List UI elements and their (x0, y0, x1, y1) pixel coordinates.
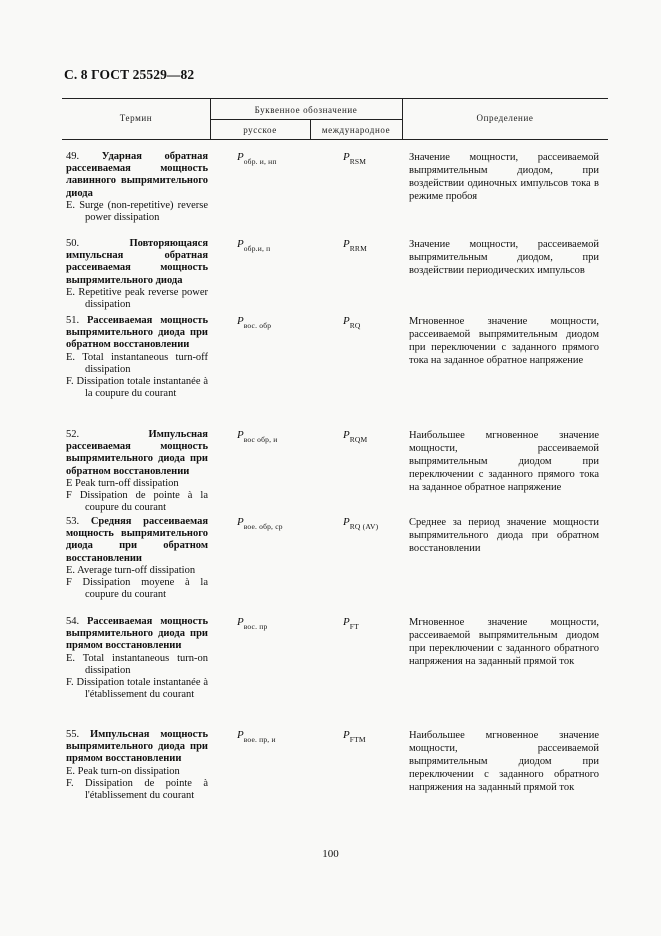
international-column-header: международное (321, 125, 391, 135)
term-number: 53. (66, 516, 80, 527)
international-symbol: $P_{FTM}$ (343, 729, 366, 744)
international-symbol: $P_{RQM}$ (343, 429, 368, 444)
term-cell (66, 238, 208, 311)
table-top-rule (62, 98, 608, 99)
russian-symbol: $P_{обр. и, нп}$ (237, 151, 277, 166)
russian-symbol: $P_{вос. пр}$ (237, 616, 268, 631)
international-symbol: $P_{RQ (AV)}$ (343, 516, 379, 531)
term-translation: F Dissipation moyene à la coupure du courant (66, 577, 208, 601)
definition-cell: Значение мощности, рассеиваемой выпрямительным диодом, при воздействии одиночных импульсов тока в режиме пробоя (409, 152, 599, 202)
term-translation: F. Dissipation totale instantanée à l'établissement du courant (66, 677, 208, 701)
definition-cell: Мгновенное значение мощности, рассеиваемой выпрямительным диодом при переключении с заданного обратного напряжения на заданный прямой ток (409, 617, 599, 667)
definition-cell: Среднее за период значение мощности выпрямительного диода при обратном восстановлении (409, 517, 599, 554)
term-russian: Рассеиваемая мощность выпрямительного диода при обратном восстановлении (66, 315, 208, 351)
russian-column-header: русское (243, 125, 277, 135)
page-title: С. 8 ГОСТ 25529—82 (64, 67, 195, 82)
term-translation: E. Repetitive peak reverse power dissipation (66, 286, 208, 311)
term-number: 52. (66, 429, 80, 440)
term-translation: E. Peak turn-on dissipation (66, 765, 180, 777)
term-cell (66, 429, 208, 514)
international-symbol: $P_{FT}$ (343, 616, 359, 631)
term-cell (66, 315, 208, 400)
term-russian: Повторяющаяся импульсная обратная рассеиваемая мощность выпрямительного диода (66, 238, 208, 286)
term-translation: F. Dissipation totale instantanée à la coupure du courant (66, 376, 208, 400)
russian-symbol: $P_{обр.и, п}$ (237, 238, 271, 253)
term-number: 50. (66, 238, 80, 249)
international-symbol: $P_{RSM}$ (343, 151, 367, 166)
term-translation: E. Total instantaneous turn-off dissipation (66, 351, 208, 375)
header-bottom-rule (62, 139, 608, 140)
designation-column-header: Буквенное обозначение (254, 105, 358, 115)
definition-cell: Наибольшее мгновенное значение мощности, рассеиваемой выпрямительным диодом при переключении с заданного обратного напряжения на заданный прямой ток (409, 730, 599, 793)
term-cell (66, 516, 208, 601)
definition-cell: Мгновенное значение мощности, рассеиваемой выпрямительным диодом при переключении с заданного прямого тока на заданное обратное напряжение (409, 316, 599, 366)
russian-symbol: $P_{вое. обр, ср}$ (237, 516, 283, 531)
term-number: 51. (66, 315, 80, 326)
term-russian: Импульсная рассеиваемая мощность выпрямительного диода при обратном восстановлении (66, 429, 208, 477)
definition-cell: Наибольшее мгновенное значение мощности, рассеиваемой выпрямительным диодом при переключении с заданного прямого тока на заданное обратное напряжение (409, 430, 599, 493)
designation-subheader-rule (210, 119, 402, 120)
term-cell (66, 616, 208, 701)
term-translation: E. Total instantaneous turn-on dissipation (66, 652, 208, 676)
russian-symbol: $P_{вос. обр}$ (237, 315, 272, 330)
definition-cell: Значение мощности, рассеиваемой выпрямительным диодом, при воздействии периодических импульсов (409, 239, 599, 276)
definition-column-header: Определение (476, 113, 534, 123)
international-symbol: $P_{RQ}$ (343, 315, 361, 330)
page-number: 100 (322, 848, 339, 860)
international-symbol: $P_{RRM}$ (343, 238, 368, 253)
term-column-header: Термин (119, 113, 153, 123)
term-translation: F. Dissipation de pointe à l'établissement du courant (66, 777, 208, 802)
term-russian: Рассеиваемая мощность выпрямительного диода при прямом восстановлении (66, 616, 208, 652)
term-number: 49. (66, 151, 80, 162)
term-translation: E. Surge (non-repetitive) reverse power dissipation (66, 199, 208, 224)
term-translation: E. Average turn-off dissipation (66, 564, 196, 576)
term-cell (66, 151, 208, 224)
term-translation: F Dissipation de pointe à la coupure du courant (66, 490, 208, 514)
term-number: 54. (66, 616, 80, 627)
term-russian: Средняя рассеиваемая мощность выпрямительного диода при обратном восстановлении (66, 516, 208, 564)
russian-symbol: $P_{вое. пр, и}$ (237, 729, 276, 744)
term-cell (66, 729, 208, 802)
term-russian: Ударная обратная рассеиваемая мощность лавинного выпрямительного диода (66, 151, 208, 199)
russian-symbol: $P_{вос обр, и}$ (237, 429, 278, 444)
term-translation: E Peak turn-off dissipation (66, 477, 179, 489)
term-russian: Импульсная мощность выпрямительного диода при прямом восстановлении (66, 729, 208, 765)
term-number: 55. (66, 729, 80, 740)
